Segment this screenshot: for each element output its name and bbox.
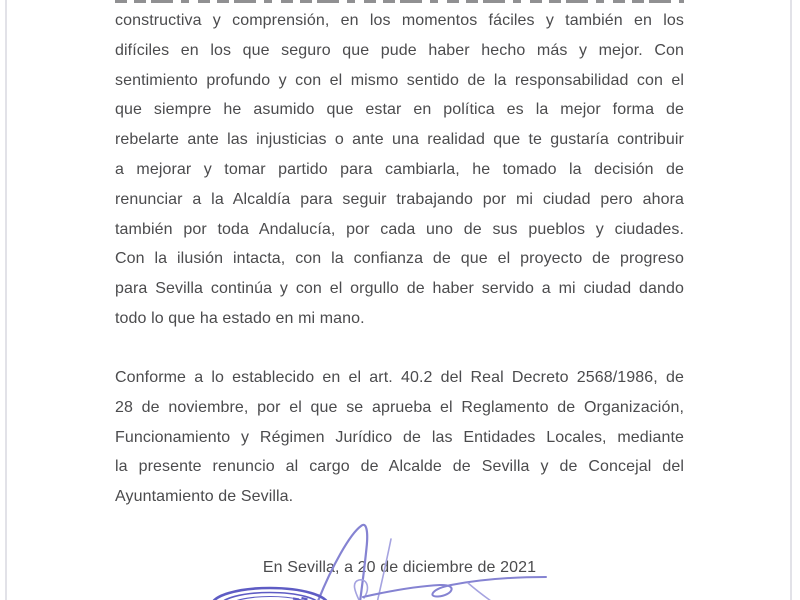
date-line: En Sevilla, a 20 de diciembre de 2021	[262, 559, 537, 576]
clipped-text-line	[115, 0, 684, 3]
text-line: la presente renuncio al cargo de Alcalde de Sevilla y de Concejal del	[115, 458, 684, 476]
text-line: difíciles en los que seguro que pude haber hecho más y mejor. Con	[115, 41, 684, 59]
text-line: rebelarte ante las injusticias o ante una realidad que te gustaría contribuir	[115, 131, 684, 149]
page-edge-right	[790, 0, 792, 600]
text-line: para Sevilla continúa y con el orgullo de haber servido a mi ciudad dando	[115, 280, 684, 298]
paragraph-2	[115, 363, 684, 512]
text-line: renunciar a la Alcaldía para seguir trabajando por mi ciudad pero ahora	[115, 190, 684, 208]
text-line: Conforme a lo establecido en el art. 40.2 del Real Decreto 2568/1986, de	[115, 369, 684, 386]
text-line: también por toda Andalucía, por cada uno de sus pueblos y ciudades.	[115, 220, 684, 238]
paragraph-1	[115, 6, 684, 334]
text-line: que siempre he asumido que estar en política es la mejor forma de	[115, 101, 684, 119]
text-line: Ayuntamiento de Sevilla.	[115, 488, 294, 506]
stamp	[212, 588, 328, 600]
text-line: Con la ilusión intacta, con la confianza de que el proyecto de progreso	[115, 250, 684, 268]
text-line: a mejorar y tomar partido para cambiarla, he tomado la decisión de	[115, 160, 684, 178]
text-line: todo lo que ha estado en mi mano.	[115, 309, 365, 327]
text-line: Funcionamiento y Régimen Jurídico de las Entidades Locales, mediante	[115, 428, 684, 446]
text-line: 28 de noviembre, por el que se aprueba el Reglamento de Organización,	[115, 398, 684, 416]
page-edge-left	[5, 0, 7, 600]
text-line: sentimiento profundo y con el mismo sentido de la responsabilidad con el	[115, 71, 684, 89]
text-line: constructiva y comprensión, en los momentos fáciles y también en los	[115, 12, 684, 29]
